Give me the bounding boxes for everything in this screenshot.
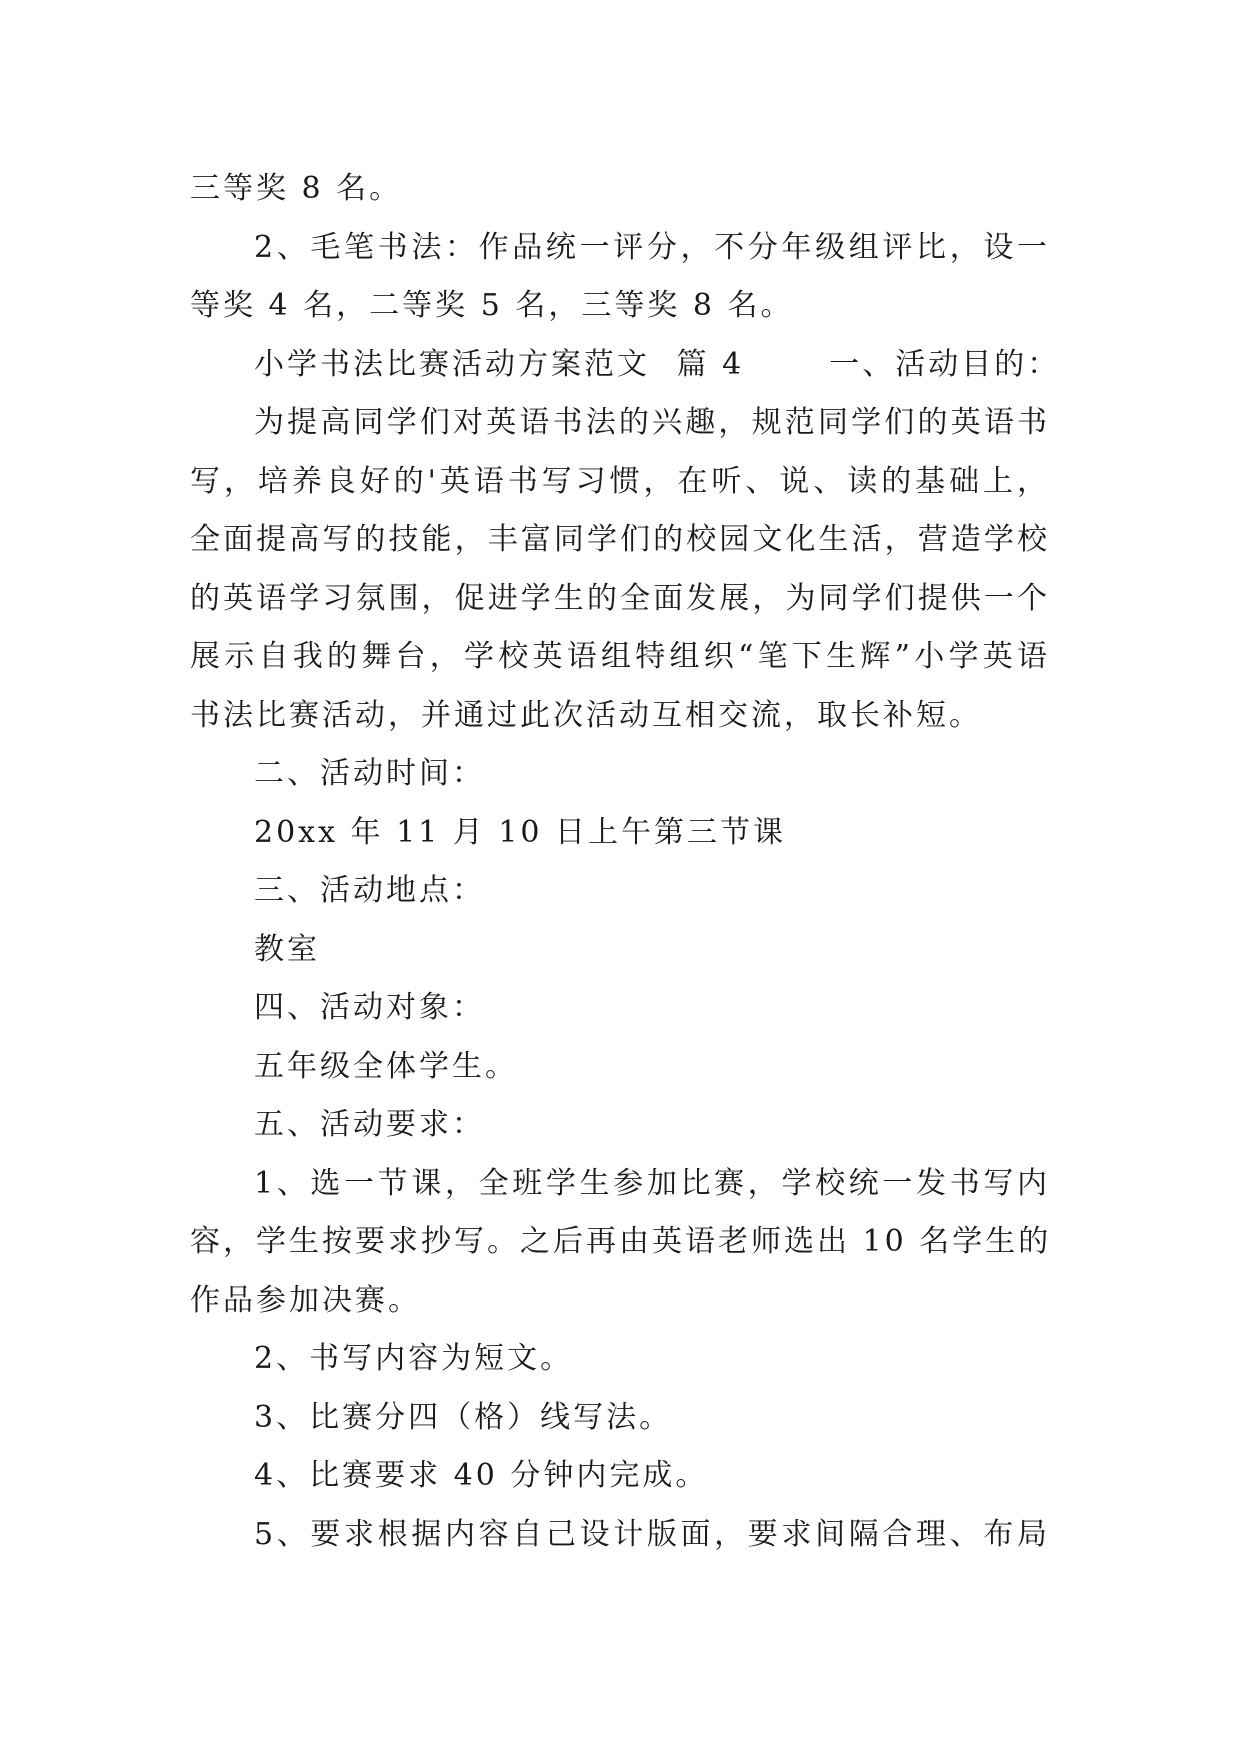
text-line: 为提高同学们对英语书法的兴趣，规范同学们的英语书 <box>254 405 1050 440</box>
text-line: 教室 <box>254 931 320 967</box>
article-part: 篇 4 <box>676 346 745 382</box>
section-heading: 五、活动要求： <box>254 1107 485 1142</box>
text-line: 2、书写内容为短文。 <box>254 1341 574 1376</box>
text-line: 写，培养良好的'英语书写习惯，在听、说、读的基础上， <box>190 463 1050 499</box>
text-line: 展示自我的舞台，学校英语组特组织“笔下生辉”小学英语 <box>190 639 1050 674</box>
section-heading: 二、活动时间： <box>254 756 485 791</box>
text-line: 五年级全体学生。 <box>254 1048 518 1084</box>
text-line: 书法比赛活动，并通过此次活动互相交流，取长补短。 <box>190 697 982 733</box>
text-line: 3、比赛分四（格）线写法。 <box>254 1399 673 1435</box>
section-heading-line <box>190 336 1061 395</box>
text-line: 20xx 年 11 月 10 日上午第三节课 <box>254 814 787 850</box>
document-body <box>190 160 1061 1564</box>
text-line: 1、选一节课，全班学生参加比赛，学校统一发书写内 <box>254 1165 1050 1201</box>
text-line: 2、毛笔书法：作品统一评分，不分年级组评比，设一 <box>254 229 1050 265</box>
text-line: 容，学生按要求抄写。之后再由英语老师选出 10 名学生的 <box>190 1224 1052 1259</box>
text-line: 等奖 4 名，二等奖 5 名，三等奖 8 名。 <box>190 288 794 323</box>
text-line: 5、要求根据内容自己设计版面，要求间隔合理、布局 <box>254 1516 1050 1552</box>
text-line: 作品参加决赛。 <box>190 1282 421 1318</box>
text-line: 的英语学习氛围，促进学生的全面发展，为同学们提供一个 <box>190 580 1050 616</box>
text-line: 4、比赛要求 40 分钟内完成。 <box>254 1458 709 1493</box>
section-heading: 三、活动地点： <box>254 873 485 908</box>
article-title: 小学书法比赛活动方案范文 <box>254 346 650 382</box>
section-heading: 一、活动目的： <box>829 346 1061 382</box>
text-line: 三等奖 8 名。 <box>190 171 403 206</box>
section-heading: 四、活动对象： <box>254 990 485 1025</box>
text-line: 全面提高写的技能，丰富同学们的校园文化生活，营造学校 <box>190 522 1050 557</box>
